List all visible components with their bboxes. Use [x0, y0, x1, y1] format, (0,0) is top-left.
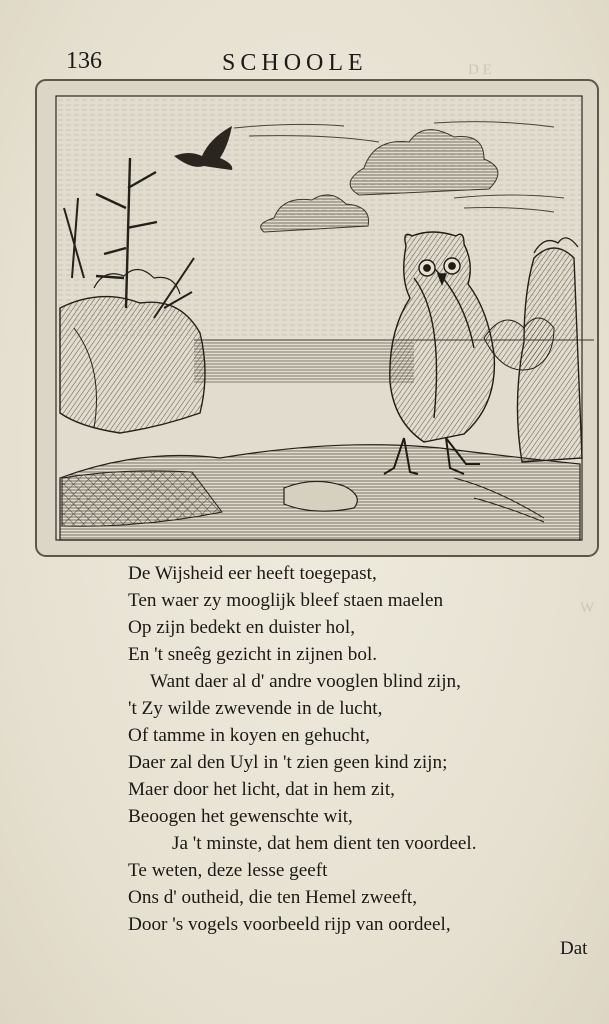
page-number: 136: [66, 48, 102, 74]
verse-line: En 't sneêg gezicht in zijnen bol.: [128, 644, 378, 665]
owl-etching: [34, 78, 600, 558]
verse-line: Daer zal den Uyl in 't zien geen kind zijn;: [128, 752, 448, 773]
show-through-text: W: [580, 600, 595, 616]
verse-line: Maer door het licht, dat in hem zit,: [128, 779, 395, 800]
verse-line: Door 's vogels voorbeeld rijp van oordeel,: [128, 914, 451, 935]
catchword: Dat: [560, 938, 588, 959]
verse-line: De Wijsheid eer heeft toegepast,: [128, 563, 377, 584]
verse-line: Op zijn bedekt en duister hol,: [128, 617, 355, 638]
running-head: SCHOOLE: [222, 50, 368, 76]
verse-line: Te weten, deze lesse geeft: [128, 860, 328, 881]
verse-line: Ja 't minste, dat hem dient ten voordeel.: [172, 833, 477, 854]
verse-line: Ons d' outheid, die ten Hemel zweeft,: [128, 887, 418, 908]
verse-line: Want daer al d' andre vooglen blind zijn,: [150, 671, 461, 692]
verse-line: Beoogen het gewenschte wit,: [128, 806, 353, 827]
show-through-text: D E: [468, 62, 492, 78]
illustration-plate: [34, 78, 600, 558]
verse-line: Of tamme in koyen en gehucht,: [128, 725, 370, 746]
verse-line: Ten waer zy mooglijk bleef staen maelen: [128, 590, 444, 611]
verse-line: 't Zy wilde zwevende in de lucht,: [128, 698, 383, 719]
verse-block: [128, 560, 568, 938]
